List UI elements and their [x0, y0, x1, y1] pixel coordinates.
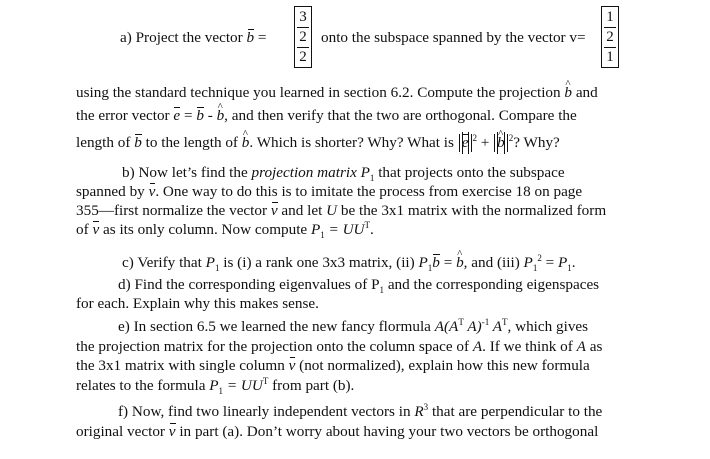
part-e-line-2 — [76, 338, 602, 356]
b-hat: ^ b — [217, 107, 225, 125]
vector-e: e — [461, 134, 469, 151]
part-a-label: a) Project the vector — [120, 29, 243, 46]
b-hat: ^ b — [456, 254, 464, 272]
b-hat: ^ b — [497, 134, 505, 152]
b-hat: ^ b — [564, 84, 572, 102]
text-span: = UU — [324, 221, 365, 238]
text-span: P — [310, 221, 321, 238]
v-entry-3: 1 — [606, 49, 614, 65]
text-span: . If we think of — [482, 338, 573, 355]
part-b-line-1 — [122, 164, 565, 182]
text-span: T — [364, 219, 371, 230]
part-d-line-2 — [76, 295, 319, 313]
text-span: P — [205, 254, 215, 271]
vector-v: v — [288, 357, 296, 374]
text-span: e) In section 6.5 we learned the new fancy fl — [118, 318, 388, 335]
text-span: 1 — [214, 263, 220, 274]
text-span: A — [576, 338, 586, 355]
text-span: . Which is shorter? Why? What is — [249, 134, 454, 151]
part-c-line-1: c) Verify that $P_1$ is (i) a rank one 3x3 matrix, (ii) $P_1b$ = ^ b, and (iii) $P_1^2 = P_1$. — [122, 254, 576, 272]
text-span: c) Verify that — [122, 254, 202, 271]
text-span: b) Now let’s find the — [122, 164, 248, 181]
text-span: P — [418, 254, 428, 271]
text-span: P — [209, 377, 219, 394]
text-span: f) Now, find two linearly independent vectors in — [118, 403, 411, 420]
v-entry-2: 2 — [606, 29, 614, 45]
part-b-line-3 — [76, 202, 606, 220]
b-entry-3: 2 — [299, 49, 307, 65]
text-span: 1 — [320, 230, 325, 241]
vector-v: v — [148, 183, 156, 200]
text-span: . — [370, 221, 374, 238]
text-span: , and then verify that the two are orthogonal. Compare the — [224, 107, 577, 124]
text-span: , and (iii) — [463, 254, 520, 271]
column-vector-b — [294, 6, 312, 68]
vector-b: b — [134, 134, 142, 151]
text-span: = UU — [223, 377, 263, 394]
b-entry-2: 2 — [299, 29, 307, 45]
part-a-line-3 — [76, 107, 577, 125]
part-a-line-1 — [120, 29, 266, 47]
text-span: 355—first normalize the vector — [76, 202, 268, 219]
text-span: ? Why? — [513, 134, 560, 151]
text-span: and let — [281, 202, 323, 219]
text-span: spanned by — [76, 183, 145, 200]
text-span: + — [480, 134, 490, 151]
text-span: 1 — [532, 263, 538, 274]
text-span: is (i) a rank one 3x3 matrix, (ii) — [223, 254, 415, 271]
vector-v: v — [270, 202, 278, 219]
part-a-middle-text: onto the subspace spanned by the vector — [321, 29, 566, 46]
text-span: R — [414, 403, 424, 420]
text-span: for each. Explain why this makes sense. — [76, 295, 319, 312]
text-span: projection matrix — [251, 164, 357, 181]
text-span: 1 — [567, 263, 572, 274]
vector-b: b — [196, 107, 204, 124]
text-span: using the standard technique you learned in section 6.2. Compute the projection — [76, 84, 561, 101]
text-span: be the 3x1 matrix with the normalized form — [340, 202, 607, 219]
vector-v: v — [92, 221, 100, 238]
text-span: the projection matrix for the projection onto the column space of — [76, 338, 470, 355]
vector-v-label: v= — [569, 29, 586, 46]
text-span: original vector — [76, 423, 165, 440]
text-span: that are perpendicular to the — [431, 403, 603, 420]
vector-v: v — [168, 423, 176, 440]
text-span: , which gives — [507, 318, 589, 335]
text-span: A — [472, 338, 483, 355]
text-span: the 3x1 matrix with single column — [76, 357, 285, 374]
part-b-line-4 — [76, 221, 374, 239]
norm-b-hat — [494, 134, 508, 152]
vector-b: b — [246, 29, 255, 46]
column-vector-v — [601, 6, 619, 68]
text-span: P — [558, 254, 568, 271]
text-span: from part (b). — [272, 377, 355, 394]
text-span: that projects onto the subspace — [378, 164, 565, 181]
text-span: to the length of — [145, 134, 238, 151]
part-f-line-1 — [118, 403, 602, 421]
text-span: 1 — [427, 263, 433, 274]
norm-e — [459, 134, 472, 152]
text-span: relates to the formula — [76, 377, 206, 394]
text-span: - — [203, 107, 217, 124]
text-span: 1 — [379, 285, 385, 296]
part-d-line-1 — [118, 276, 599, 294]
b-hat: ^ b — [242, 134, 250, 152]
text-span: P — [360, 164, 370, 181]
text-span: as its only column. Now compute — [103, 221, 308, 238]
v-entry-1: 1 — [606, 9, 614, 25]
part-a-line-1b — [321, 29, 586, 47]
part-e-line-4 — [76, 377, 354, 395]
part-a-line-4: length of b to the length of ^ b. Which is shorter? Why? What is e $^2$ + ^ b $^2$? Why? — [76, 134, 560, 152]
text-span: d) Find the corresponding eigenvalues of P — [118, 276, 380, 293]
text-span: U — [326, 202, 338, 219]
vector-b: b — [432, 254, 440, 271]
text-span: in part (a). Don’t worry about having your two vectors be orthogonal — [179, 423, 599, 440]
text-span: length of — [76, 134, 131, 151]
part-a-line-2 — [76, 84, 598, 102]
text-span: ormula — [387, 318, 431, 335]
text-span: the error vector — [76, 107, 170, 124]
text-span: of — [76, 221, 89, 238]
b-entry-1: 3 — [299, 9, 307, 25]
text-span: 1 — [218, 386, 224, 397]
vector-e: e — [173, 107, 181, 124]
part-f-line-2 — [76, 423, 598, 441]
part-e-line-1: e) In section 6.5 we learned the new fancy flormula $A(A^T$ A)$^{-1}$ $A^T$, which gives — [118, 316, 589, 335]
text-span: P — [523, 254, 533, 271]
text-span: 3 — [423, 401, 429, 412]
text-span: A(A — [434, 318, 459, 335]
text-span: T — [262, 375, 269, 386]
part-e-line-3 — [76, 357, 590, 375]
text-span: = — [180, 107, 197, 124]
equals-sign: = — [257, 29, 267, 46]
text-span: 1 — [369, 173, 375, 184]
text-span: . — [571, 254, 576, 271]
text-span: (not normalized), explain how this new formula — [299, 357, 590, 374]
text-span: and the corresponding eigenspaces — [387, 276, 600, 293]
text-span: . One way to do this is to imitate the process from exercise 18 on page — [155, 183, 583, 200]
part-b-line-2 — [76, 183, 582, 201]
text-span: and — [575, 84, 598, 101]
text-span: as — [589, 338, 603, 355]
